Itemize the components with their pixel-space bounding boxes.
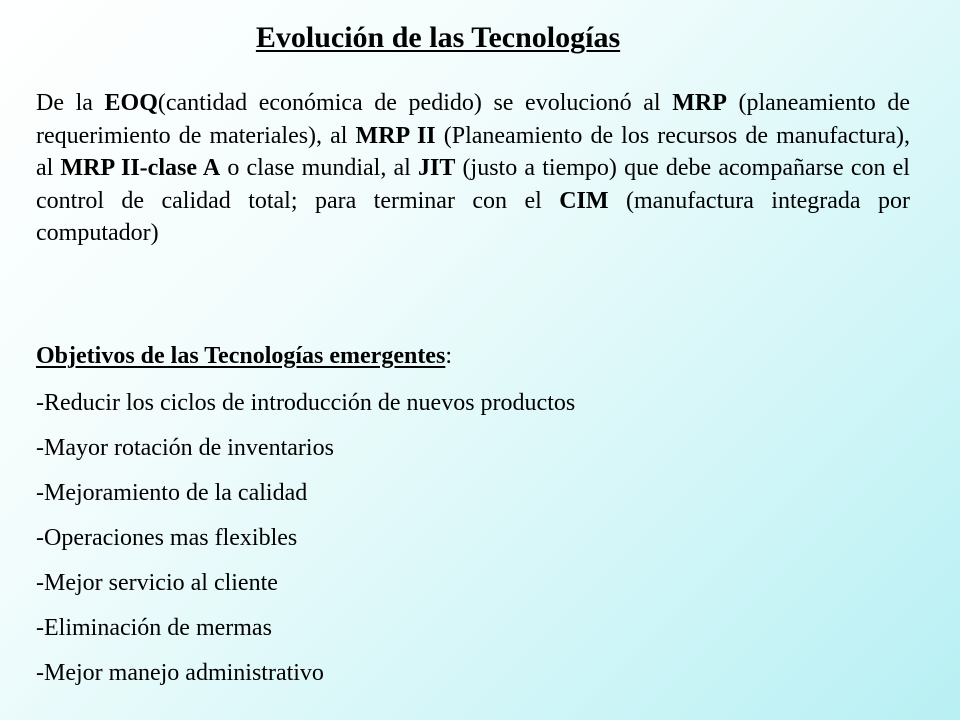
objectives-heading-colon: : [445,343,452,369]
paragraph-text-3: (planeamiento de requerimiento de materiales), al [36,90,910,149]
paragraph-text-1: De la [36,90,105,116]
paragraph-text-5: o clase mundial, al [220,155,419,181]
objective-item: -Operaciones mas flexibles [36,525,298,551]
paragraph-text-4: (Planeamiento de los recursos de manufactura), al [36,122,910,181]
paragraph-text-7: (manufactura integrada por computador) [36,187,911,246]
objective-item: -Mejor servicio al cliente [36,570,278,596]
term-mrp: MRP [672,90,727,116]
term-mrp-ii: MRP II [355,122,436,149]
term-mrp-ii-clase-a: MRP II-clase A [60,155,221,181]
objectives-heading-label: Objetivos de las Tecnologías emergentes [36,343,446,369]
objective-item: -Mejoramiento de la calidad [36,480,308,506]
objective-item: -Reducir los ciclos de introducción de nuevos productos [36,390,576,416]
objectives-heading [36,336,452,376]
term-eoq: EOQ [104,90,158,116]
paragraph-text-2: (cantidad económica de pedido) se evolucionó al [157,90,673,116]
objectives-list [36,381,575,696]
objective-item: -Mayor rotación de inventarios [36,435,334,461]
term-cim: CIM [559,187,609,214]
term-jit: JIT [418,155,456,181]
objective-item: -Eliminación de mermas [36,615,272,641]
objective-item: -Mejor manejo administrativo [36,660,324,686]
paragraph-text-6: (justo a tiempo) que debe acompañarse con el control de calidad total; para terminar con el [36,155,910,214]
evolution-paragraph [36,87,910,250]
slide-title: Evolución de las Tecnologías [255,21,621,54]
